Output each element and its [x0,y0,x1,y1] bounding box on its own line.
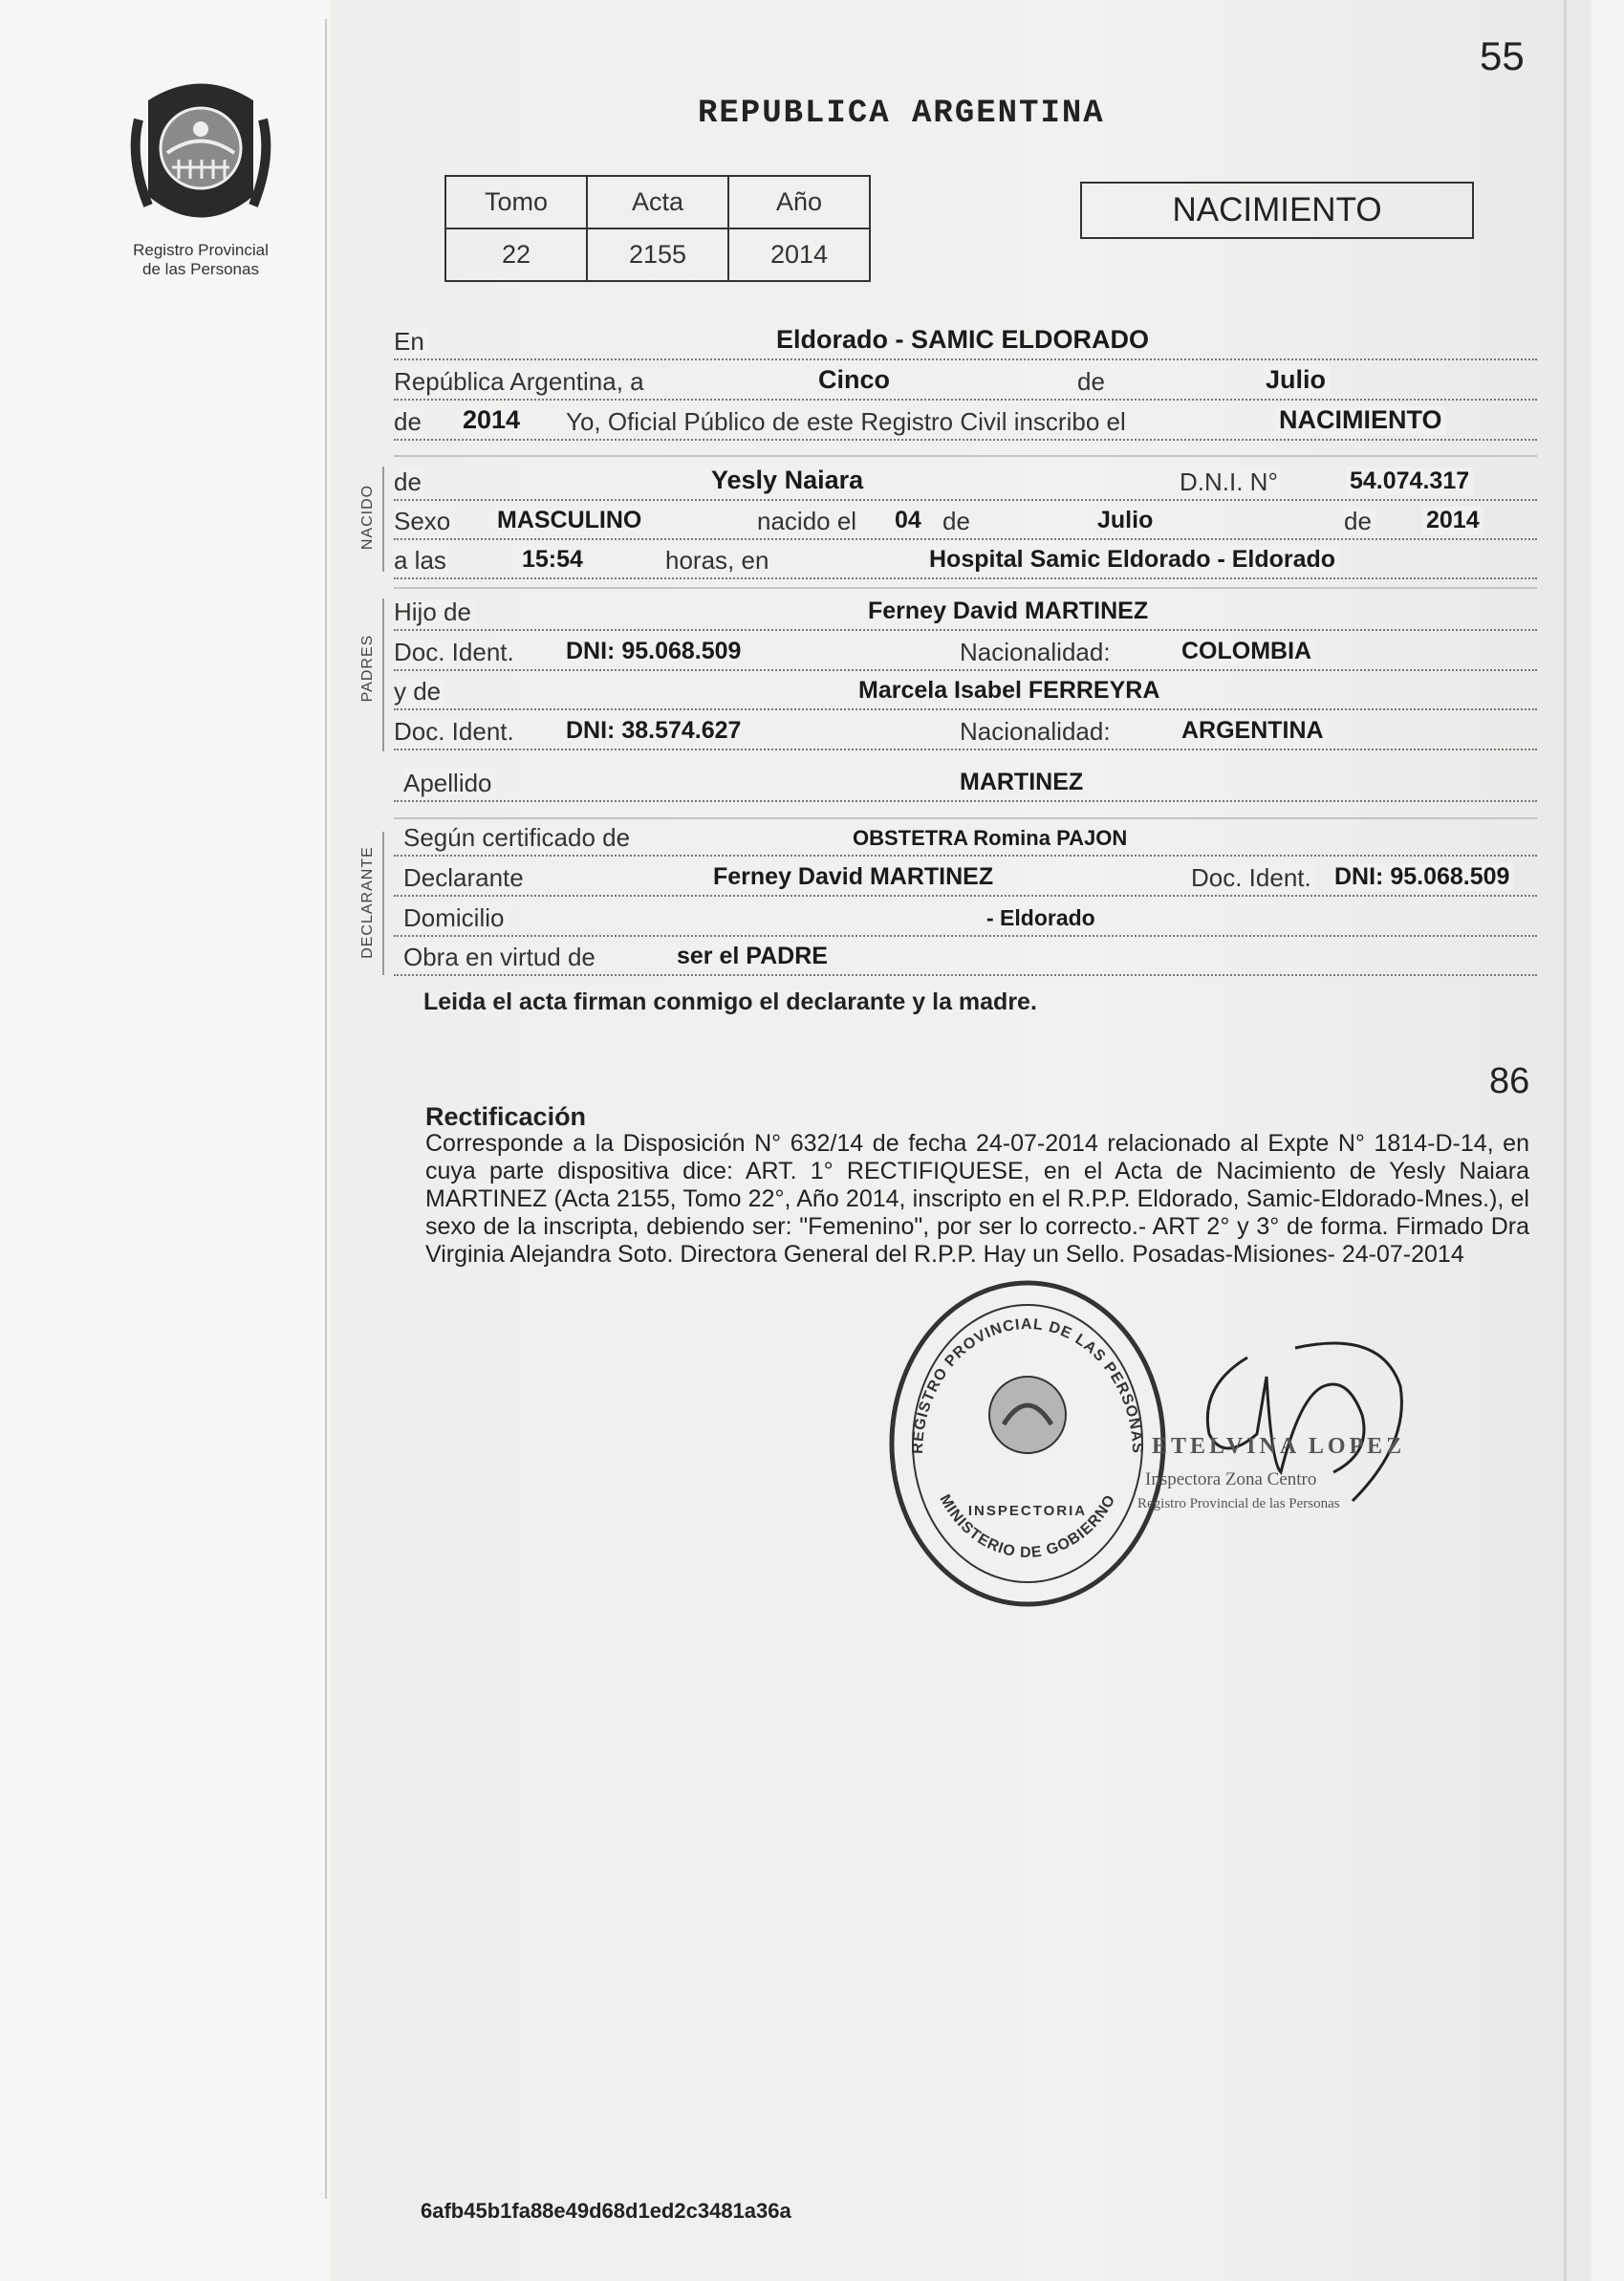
ref-value-tomo: 22 [445,228,587,281]
birth-month: Julio [1093,507,1157,534]
sexo-label: Sexo [394,507,454,536]
signer-role: Inspectora Zona Centro [1145,1469,1317,1489]
de-label-4: de [942,507,974,536]
obra-value: ser el PADRE [673,943,832,970]
dni-label: D.N.I. N° [1180,467,1282,497]
father-doc: DNI: 95.068.509 [562,638,745,665]
reference-table-header [445,176,870,228]
year-value: 2014 [459,405,524,435]
section-separator [394,455,1537,457]
nacido-bar [382,467,384,572]
nacido-label: NACIDO [359,484,376,551]
en-label: En [394,327,428,357]
month-value: Julio [1262,365,1330,395]
registry-logo [129,72,272,234]
declarante-name: Ferney David MARTINEZ [709,863,997,891]
de-label-3: de [394,467,425,497]
nacido-el-label: nacido el [757,507,860,536]
father-line [394,598,1537,631]
apellido-line [394,770,1537,802]
rectification-title: Rectificación [425,1102,587,1131]
section-separator [394,817,1537,819]
nacionalidad-label: Nacionalidad: [960,638,1115,667]
ref-value-ano: 2014 [728,228,870,281]
ref-header-tomo: Tomo [445,176,587,228]
document-title: REPUBLICA ARGENTINA [698,96,1105,132]
sex-line [394,508,1537,540]
declarante-name-label: Declarante [403,863,528,893]
act-type-box: NACIMIENTO [1080,182,1474,239]
declarante-doc: DNI: 95.068.509 [1331,863,1513,891]
birth-time: 15:54 [518,546,587,574]
logo-caption [105,241,296,279]
mother-name: Marcela Isabel FERREYRA [855,677,1163,705]
signer-org: Registro Provincial de las Personas [1137,1496,1340,1511]
de-label-5: de [1344,507,1375,536]
inscribe-text: Yo, Oficial Público de este Registro Civil inscribo el [566,407,1130,437]
mother-doc: DNI: 38.574.627 [562,717,745,745]
nacionalidad-label-2: Nacionalidad: [960,717,1115,747]
doc-label: Doc. Ident. [394,638,518,667]
ref-header-ano: Año [728,176,870,228]
date-line [394,365,1537,401]
father-name: Ferney David MARTINEZ [864,597,1152,625]
year-line [394,405,1537,441]
certificado-value: OBSTETRA Romina PAJON [849,826,1131,851]
apellido-value: MARTINEZ [956,769,1087,796]
padres-label: PADRES [359,634,376,703]
ref-header-acta: Acta [587,176,728,228]
page-number: 55 [1480,33,1525,78]
ref-value-acta: 2155 [587,228,728,281]
mother-doc-line [394,718,1537,750]
declarante-line [394,864,1537,897]
birth-year: 2014 [1422,507,1483,534]
obra-label: Obra en virtud de [403,943,599,972]
father-nationality: COLOMBIA [1178,638,1315,665]
signer-name: ETELVINA LOPEZ [1152,1434,1406,1459]
birth-day: 04 [891,507,925,534]
closing-statement: Leida el acta firman conmigo el declarante y la madre. [423,988,1037,1015]
republica-label: República Argentina, a [394,367,648,397]
declarante-bar [382,832,384,975]
logo-caption-line-1: Registro Provincial [133,241,269,259]
document-hash: 6afb45b1fa88e49d68d1ed2c3481a36a [421,2199,791,2223]
certificado-line [394,824,1537,857]
place-line [394,325,1537,360]
official-seal [884,1271,1171,1611]
reference-table-values [445,228,870,281]
day-value: Cinco [814,365,894,395]
page-edge [1564,0,1567,2281]
birth-place: Hospital Samic Eldorado - Eldorado [925,546,1339,574]
seal-text-top: REGISTRO PROVINCIAL DE LAS PERSONAS [909,1315,1146,1455]
section-separator [394,587,1537,589]
domicilio-label: Domicilio [403,903,508,933]
doc-label-2: Doc. Ident. [394,717,518,747]
reference-table [444,175,871,282]
signer-block [1137,1434,1453,1512]
mother-line [394,678,1537,710]
name-line [394,468,1537,501]
domicilio-value: - Eldorado [983,905,1099,931]
child-name: Yesly Naiara [707,466,867,495]
de-label: de [1077,367,1109,397]
seal-center-text: INSPECTORIA [967,1503,1088,1519]
declarante-label: DECLARANTE [359,846,376,959]
child-dni: 54.074.317 [1346,467,1473,495]
certificado-label: Según certificado de [403,823,634,853]
seal-emblem [989,1377,1066,1453]
a-las-label: a las [394,546,450,576]
de-label-2: de [394,407,425,437]
obra-line [394,944,1537,976]
sexo-value: MASCULINO [493,507,645,534]
place-value: Eldorado - SAMIC ELDORADO [772,325,1153,355]
time-line [394,547,1537,579]
rectification-body: Corresponde a la Disposición N° 632/14 de fecha 24-07-2014 relacionado al Expte N° 1814-D-14, en cuya parte dispositiva dice: ART. 1° RECTIFIQUESE, en el Acta de Nacimiento de Yesly Naiara MARTINEZ (Acta 2155, Tomo 22°, Año 2014, inscripto en el R.P.P. Eldorado, Samic-Eldorado-Mnes.), el sexo de la inscripta, debiendo ser: "Femenino", por ser lo correcto.- ART 2° y 3° de forma. Firmado Dra Virginia Alejandra Soto. Directora General del R.P.P. Hay un Sello. Posadas-Misiones- 24-07-2014 [425,1130,1529,1268]
padres-bar [382,598,384,751]
declarante-doc-label: Doc. Ident. [1191,863,1315,893]
inscribe-value: NACIMIENTO [1275,405,1446,435]
mother-nationality: ARGENTINA [1178,717,1328,745]
apellido-label: Apellido [403,769,496,798]
father-doc-line [394,639,1537,671]
logo-caption-line-2: de las Personas [142,260,259,278]
left-margin [0,0,335,2281]
hijo-de-label: Hijo de [394,597,475,627]
margin-line [325,19,327,2199]
domicilio-line [394,904,1537,937]
rectification-number: 86 [1489,1061,1530,1101]
seal-text-bottom: MINISTERIO DE GOBIERNO [936,1491,1119,1561]
horas-label: horas, en [665,546,772,576]
y-de-label: y de [394,677,444,706]
